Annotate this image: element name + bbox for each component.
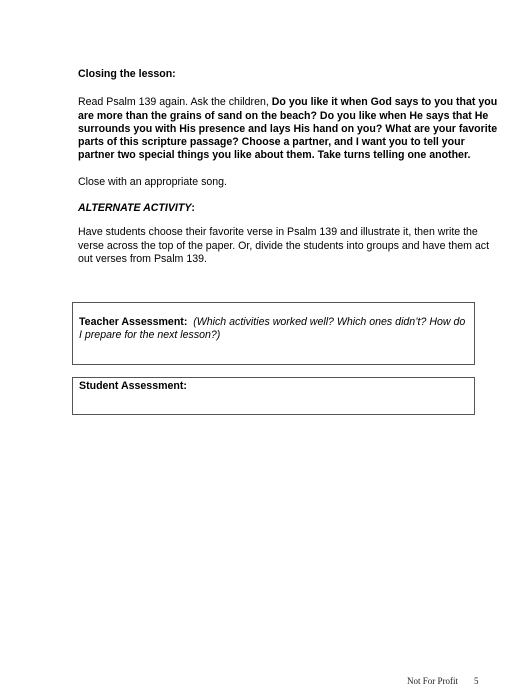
teacher-assessment-note: (Which activities worked well? Which ones didn’t? How do I prepare for the next lesson?): [79, 316, 466, 342]
footer-text: Not For Profit: [407, 676, 459, 686]
closing-intro: Read Psalm 139 again. Ask the children,: [78, 96, 272, 109]
page-footer: [407, 676, 479, 686]
lesson-content: [78, 68, 498, 279]
alternate-activity-colon: :: [191, 202, 195, 215]
closing-song: Close with an appropriate song.: [78, 175, 227, 188]
alternate-activity-heading: [78, 202, 498, 215]
alternate-activity-text: Have students choose their favorite verse in Psalm 139 and illustrate it, then write the verse across the top of the paper. Or, divide the students into groups and have them act out verses from Psalm 139.: [78, 226, 490, 265]
page-number: 5: [474, 676, 479, 686]
student-assessment-box: [72, 377, 475, 415]
alternate-activity-title: ALTERNATE ACTIVITY: [78, 202, 192, 215]
closing-paragraph: [78, 96, 498, 162]
closing-heading: Closing the lesson:: [78, 68, 176, 80]
closing-question: Do you like it when God says to you that you are more than the grains of sand on the beach? Do you like when He says that He surrounds you with His presence and lays His hand on you? What are your favorite parts of this scripture passage? Choose a partner, and I want you to tell your partner two special things you like about them. Take turns telling one another.: [78, 96, 498, 162]
teacher-assessment-label: Teacher Assessment:: [79, 316, 188, 328]
student-assessment-label: Student Assessment:: [79, 380, 187, 392]
teacher-assessment-box: [72, 302, 475, 365]
